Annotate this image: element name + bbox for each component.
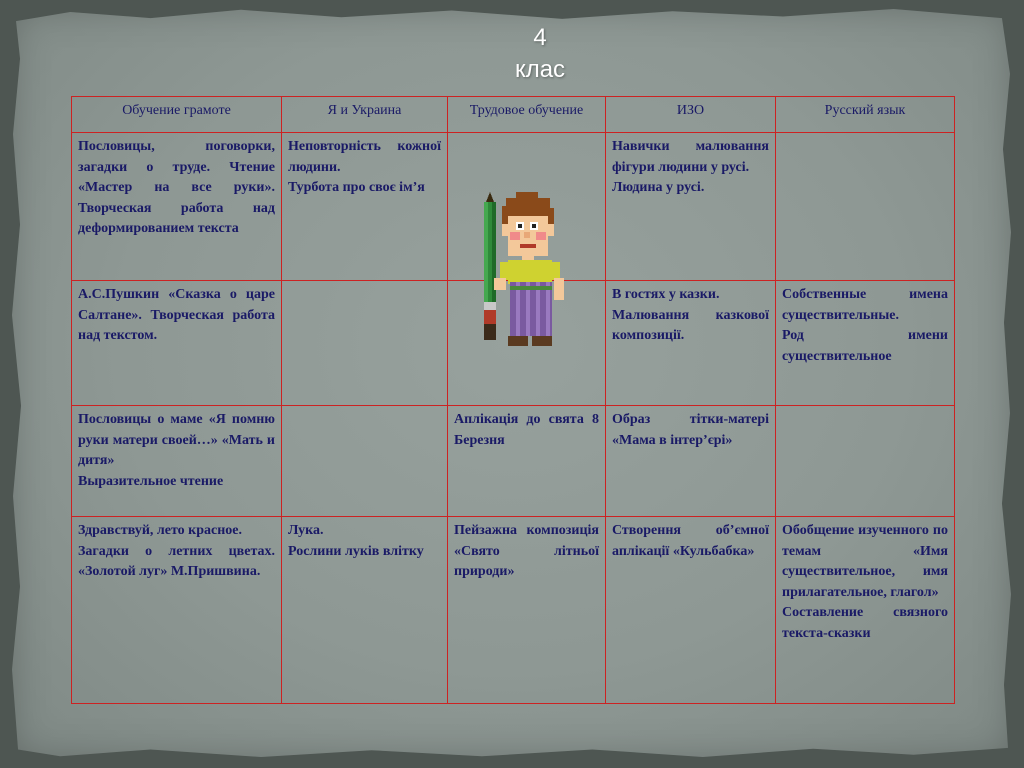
slide-title [490, 22, 590, 86]
cell-line: Род имени существительное [782, 328, 948, 364]
cell-line: Людина у русі. [612, 180, 705, 195]
cell-line: Собственные имена существительные. [782, 287, 948, 323]
table-cell [606, 281, 776, 406]
cell-line: Турбота про своє ім’я [288, 180, 425, 195]
cell-line: Обобщение изученного по темам «Имя существительное, имя прилагательное, глагол» [782, 523, 948, 600]
cell-line: Выразительное чтение [78, 473, 224, 489]
cell-line: Здравствуй, лето красное. [78, 523, 242, 538]
table-cell [776, 406, 955, 517]
cell-line: Пословицы, поговорки, загадки о труде. Чтение «Мастер на все руки». Творческая работа над деформированием текста [78, 139, 275, 236]
cell-line: Пейзажна композиція «Свято літньої природи» [454, 523, 599, 579]
table-cell [282, 517, 448, 704]
cell-line: Малювання казкової композиції. [612, 307, 769, 343]
title-grade: 4 [533, 24, 547, 51]
cell-line: Рослини луків влітку [288, 543, 424, 559]
header-labor-training: Трудовое обучение [448, 97, 606, 133]
header-art: ИЗО [606, 97, 776, 133]
cell-line: Створення об’ємної аплікації «Кульбабка» [612, 523, 769, 559]
table-row [72, 517, 955, 704]
table-row [72, 406, 955, 517]
table-cell [776, 133, 955, 281]
cell-line: А.С.Пушкин «Сказка о царе Салтане». Творческая работа над текстом. [78, 287, 275, 343]
cell-line: Неповторність кожної людини. [288, 139, 441, 175]
cell-line: Образ тітки-матері «Мама в інтер’єрі» [612, 412, 769, 448]
table-cell [606, 133, 776, 281]
table-cell [282, 406, 448, 517]
table-cell [72, 281, 282, 406]
cell-line: Загадки о летних цветах. «Золотой луг» М.Пришвина. [78, 543, 275, 579]
table-cell [72, 133, 282, 281]
cell-line: Лука. [288, 523, 324, 538]
cell-line: Навички малювання фігури людини у русі. [612, 139, 769, 175]
cell-line: В гостях у казки. [612, 287, 720, 302]
cell-line: Пословицы о маме «Я помню руки матери своей…» «Мать и дитя» [78, 412, 275, 468]
header-me-and-ukraine: Я и Украина [282, 97, 448, 133]
header-literacy: Обучение грамоте [72, 97, 282, 133]
cell-line: Составление связного текста-сказки [782, 605, 948, 641]
table-cell [282, 133, 448, 281]
table-cell [448, 406, 606, 517]
table-cell [776, 281, 955, 406]
table-cell [606, 517, 776, 704]
table-cell [606, 406, 776, 517]
cell-line: Аплікація до свята 8 Березня [454, 412, 599, 448]
table-cell [72, 406, 282, 517]
table-cell [776, 517, 955, 704]
boy-with-pencil-icon [470, 190, 570, 370]
header-russian: Русский язык [776, 97, 955, 133]
curriculum-table [71, 96, 955, 704]
table-cell [282, 281, 448, 406]
table-cell [448, 517, 606, 704]
title-class: клас [514, 56, 566, 83]
header-row [72, 97, 955, 133]
table-cell [72, 517, 282, 704]
